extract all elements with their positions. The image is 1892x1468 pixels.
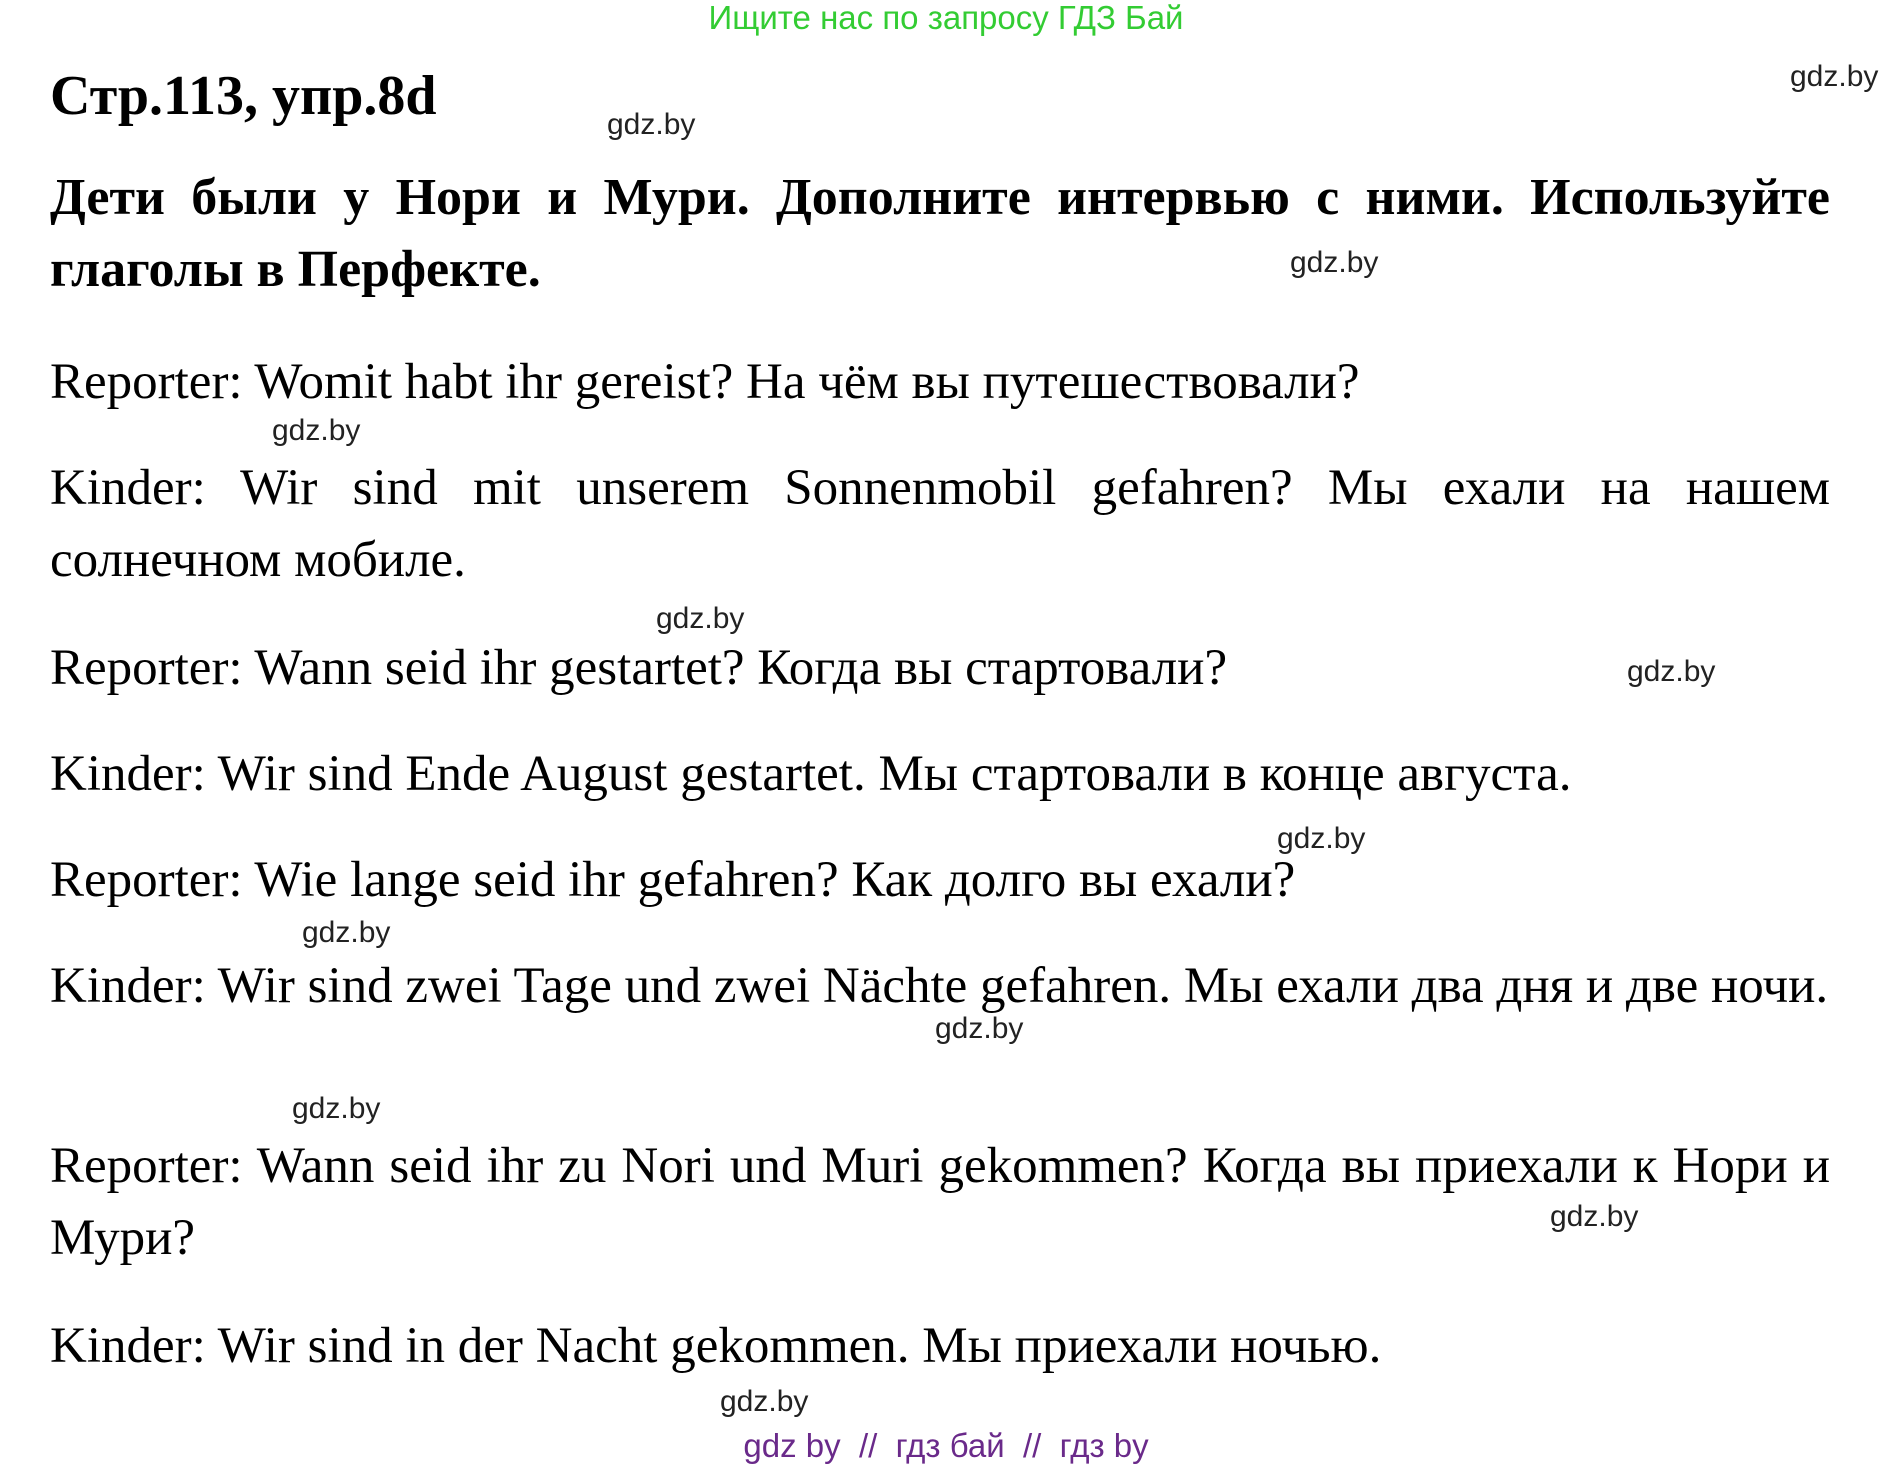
dialogue-line-2: Kinder: Wir sind mit unserem Sonnenmobil gefahren? Мы ехали на нашем солнечном мобиле. [50,460,1830,588]
dialogue-line-5: Reporter: Wie lange seid ihr gefahren? Как долго вы ехали? [50,852,1296,908]
watermark: gdz.by [607,108,696,141]
watermark: gdz.by [1290,246,1379,279]
watermark: gdz.by [1550,1200,1639,1233]
dialogue-line-8: Kinder: Wir sind in der Nacht gekommen. Мы приехали ночью. [50,1318,1382,1374]
watermark: gdz.by [1627,655,1716,688]
watermark: gdz.by [1277,822,1366,855]
watermark: gdz.by [935,1012,1024,1045]
footer-links: gdz by // гдз бай // гдз by [743,1427,1149,1464]
watermark: gdz.by [656,602,745,635]
dialogue-line-7: Reporter: Wann seid ihr zu Nori und Muri gekommen? Когда вы приехали к Нори и Мури? [50,1138,1830,1266]
dialogue-line-6: Kinder: Wir sind zwei Tage und zwei Nächte gefahren. Мы ехали два дня и две ночи. [50,958,1829,1014]
watermark: gdz.by [302,916,391,949]
dialogue-line-1: Reporter: Womit habt ihr gereist? На чём вы путешествовали? [50,354,1360,410]
page-heading: Стр.113, упр.8d [50,65,437,127]
dialogue-line-4: Kinder: Wir sind Ende August gestartet. Мы стартовали в конце августа. [50,746,1572,802]
dialogue-line-3: Reporter: Wann seid ihr gestartet? Когда вы стартовали? [50,640,1228,696]
watermark: gdz.by [272,414,361,447]
top-banner: Ищите нас по запросу ГДЗ Бай [708,0,1184,36]
task-instruction: Дети были у Нори и Мури. Дополните интервью с ними. Используйте глаголы в Перфекте. [50,169,1830,298]
watermark: gdz.by [720,1385,809,1418]
watermark: gdz.by [292,1092,381,1125]
watermark: gdz.by [1790,60,1879,93]
